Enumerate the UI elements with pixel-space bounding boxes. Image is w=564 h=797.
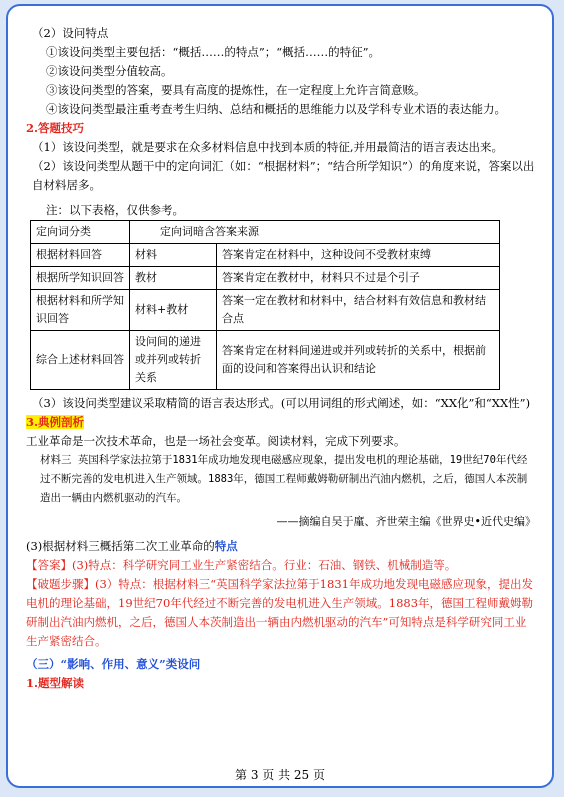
example-intro: 工业革命是一次技术革命，也是一场社会变革。阅读材料，完成下列要求。 (26, 434, 406, 448)
page-frame (6, 4, 554, 788)
feature-item-1: ①该设问类型主要包括：“概括……的特点”；“概括……的特征”。 (46, 45, 381, 59)
table-cell: 根据所学知识回答 (31, 267, 130, 290)
material-text: 材料三 英国科学家法拉第于1831年成功地发现电磁感应现象，提出发电机的理论基础，19世纪70年代经过不断完善的发电机进入生产领域。1883年，德国工程师戴姆勒研制出汽油内燃机，之后，德国人本茨制造出一辆由内燃机驱动的汽车。 (40, 454, 528, 504)
table-row (31, 267, 500, 290)
answer-tag: 【答案】 (26, 558, 72, 572)
table-header-row (31, 221, 500, 244)
section-title-example: 3.典例剖析 (26, 415, 85, 429)
table-header-cell: 定向词分类 (31, 221, 130, 244)
question-prefix: (3)根据材料三概括第二次工业革命的 (26, 539, 215, 553)
table-cell: 材料 (130, 244, 217, 267)
answer-source-table (30, 220, 500, 390)
skill-item-1: （1）该设问类型，就是要求在众多材料信息中找到本质的特征,并用最简洁的语言表达出来。 (32, 140, 503, 154)
table-cell: 答案肯定在教材中，材料只不过是个引子 (217, 267, 500, 290)
table-row (31, 331, 500, 390)
table-cell: 答案肯定在材料间递进或并列或转折的关系中，根据前面的设问和答案得出认识和结论 (217, 331, 500, 390)
table-header-cell: 定向词暗含答案来源 (130, 221, 500, 244)
feature-item-4: ④该设问类型最注重考查考生归纳、总结和概括的思维能力以及学科专业术语的表达能力。 (46, 102, 506, 116)
question (26, 537, 536, 556)
table-cell: 根据材料和所学知识回答 (31, 290, 130, 331)
table-cell: 答案一定在教材和材料中，结合材料有效信息和教材结合点 (217, 290, 500, 331)
question-key: 特点 (214, 539, 238, 553)
table-cell: 教材 (130, 267, 217, 290)
table-cell: 答案肯定在材料中，这种设问不受教材束缚 (217, 244, 500, 267)
table-row (31, 244, 500, 267)
section-heading-3: （三）“影响、作用、意义”类设问 (26, 657, 201, 671)
steps-text: (3）特点：根据材料三“英国科学家法拉第于1831年成功地发现电磁感应现象，提出发电机的理论基础，19世纪70年代经过不断完善的发电机进入生产领域。1883年，德国工程师戴姆勒研制出汽油内燃机，之后，德国人本茨制造出一辆由内燃机驱动的汽车”可知特点是科学研究同工业生产紧密结合。 (26, 577, 534, 648)
document-body (26, 24, 536, 693)
section-title-example-wrap (26, 413, 536, 432)
table-cell: 设问间的递进或并列或转折关系 (130, 331, 217, 390)
table-note: 注：以下表格，仅供参考。 (46, 203, 184, 217)
section-title-skills: 2.答题技巧 (26, 121, 85, 135)
page-footer: 第 3 页 共 25 页 (235, 768, 325, 782)
table-cell: 根据材料回答 (31, 244, 130, 267)
steps-tag: 【破题步骤】 (26, 577, 95, 591)
material-source: ——摘编自吴于廑、齐世荣主编《世界史•近代史编》 (276, 515, 536, 528)
answer-text: (3)特点：科学研究同工业生产紧密结合。行业：石油、钢铁、机械制造等。 (72, 558, 457, 572)
table-cell: 材料+教材 (130, 290, 217, 331)
table-row (31, 290, 500, 331)
subheading-features: （2）设问特点 (32, 26, 109, 40)
feature-item-3: ③该设问类型的答案，要具有高度的提炼性，在一定程度上允许言简意赅。 (46, 83, 426, 97)
skill-item-2: （2）该设问类型从题干中的定向词汇（如：“根据材料”；“结合所学知识”）的角度来说，答案以出自材料居多。 (32, 159, 535, 192)
answer-line (26, 556, 536, 575)
steps-paragraph (26, 575, 536, 651)
subheading-type-reading: 1.题型解读 (26, 676, 85, 690)
feature-item-2: ②该设问类型分值较高。 (46, 64, 173, 78)
skill-item-3: （3）该设问类型建议采取精简的语言表达形式。(可以用词组的形式阐述，如：“XX化”和“XX性”) (32, 396, 531, 410)
table-cell: 综合上述材料回答 (31, 331, 130, 390)
